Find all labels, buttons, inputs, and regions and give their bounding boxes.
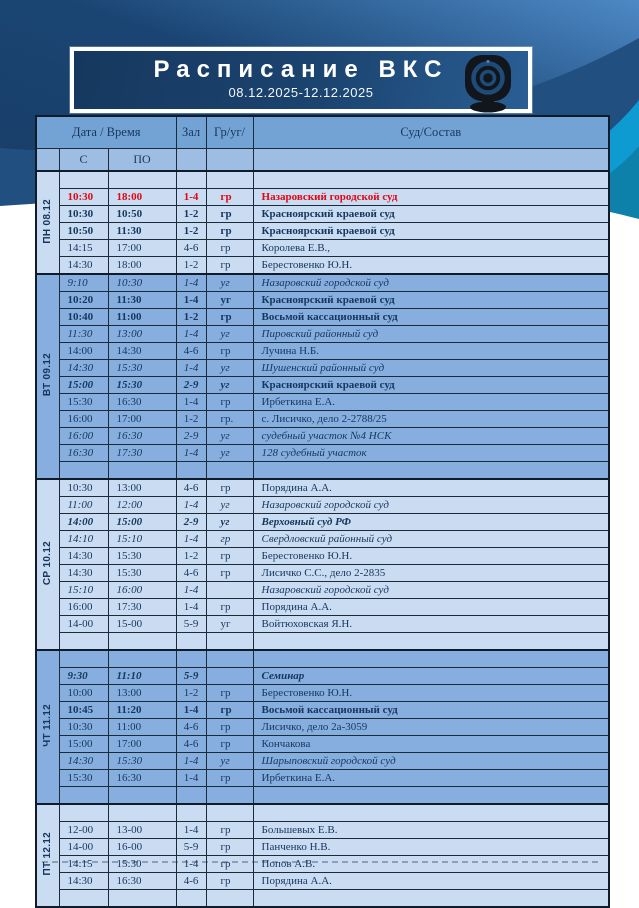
schedule-row: [36, 839, 609, 856]
schedule-row: [36, 257, 609, 275]
court-cell: Назаровский городской суд: [253, 274, 609, 292]
schedule-row: [36, 394, 609, 411]
hall-cell: [176, 633, 206, 651]
hall-cell: 4-6: [176, 719, 206, 736]
hall-cell: 1-4: [176, 274, 206, 292]
schedule-row: [36, 514, 609, 531]
court-cell: [253, 171, 609, 189]
to-cell: 15:30: [108, 753, 176, 770]
kind-cell: гр.: [206, 411, 253, 428]
to-cell: 13-00: [108, 822, 176, 839]
to-cell: 17:00: [108, 240, 176, 257]
court-cell: Ирбеткина Е.А.: [253, 394, 609, 411]
to-cell: 15:30: [108, 360, 176, 377]
from-cell: [59, 787, 108, 805]
kind-cell: уг: [206, 292, 253, 309]
from-cell: 15:30: [59, 394, 108, 411]
court-cell: Ирбеткина Е.А.: [253, 770, 609, 787]
court-cell: Порядина А.А.: [253, 479, 609, 497]
day-column-header: [36, 149, 59, 172]
kind-cell: гр: [206, 856, 253, 873]
court-cell: 128 судебный участок: [253, 445, 609, 462]
kind-cell: гр: [206, 565, 253, 582]
to-cell: [108, 650, 176, 668]
hall-cell: 1-4: [176, 531, 206, 548]
schedule-row: [36, 650, 609, 668]
kind-cell: гр: [206, 822, 253, 839]
kind-cell: уг: [206, 326, 253, 343]
schedule-row: [36, 736, 609, 753]
schedule-row: [36, 343, 609, 360]
day-label-text: ПН 08.12: [41, 198, 53, 244]
to-cell: 13:00: [108, 685, 176, 702]
kind-cell: гр: [206, 531, 253, 548]
to-cell: 15:30: [108, 548, 176, 565]
court-cell: Лисичко, дело 2а-3059: [253, 719, 609, 736]
col-header-hall: Зал: [176, 116, 206, 149]
kind-cell: гр: [206, 240, 253, 257]
from-cell: [59, 633, 108, 651]
to-cell: 13:00: [108, 479, 176, 497]
hall-cell: 1-4: [176, 582, 206, 599]
from-cell: 10:45: [59, 702, 108, 719]
to-cell: 15:30: [108, 377, 176, 394]
court-cell: Порядина А.А.: [253, 873, 609, 890]
court-cell: [253, 650, 609, 668]
hall-cell: 1-4: [176, 753, 206, 770]
kind-cell: [206, 633, 253, 651]
schedule-row: [36, 411, 609, 428]
from-cell: 11:00: [59, 497, 108, 514]
to-cell: 12:00: [108, 497, 176, 514]
kind-cell: [206, 650, 253, 668]
to-cell: [108, 890, 176, 908]
kind-cell: гр: [206, 873, 253, 890]
schedule-row: [36, 822, 609, 839]
schedule-row: [36, 719, 609, 736]
schedule-row: [36, 274, 609, 292]
hall-cell: [176, 890, 206, 908]
from-cell: 11:30: [59, 326, 108, 343]
from-cell: 14:15: [59, 240, 108, 257]
to-cell: 11:20: [108, 702, 176, 719]
hall-cell: 1-4: [176, 394, 206, 411]
court-cell: [253, 787, 609, 805]
day-label: [36, 479, 59, 650]
col-header-court-spacer: [253, 149, 609, 172]
to-cell: 13:00: [108, 326, 176, 343]
kind-cell: уг: [206, 445, 253, 462]
kind-cell: уг: [206, 514, 253, 531]
header-row-1: [36, 116, 609, 149]
col-header-date-time: Дата / Время: [36, 116, 176, 149]
schedule-row: [36, 770, 609, 787]
schedule-row: [36, 787, 609, 805]
from-cell: 14:30: [59, 548, 108, 565]
court-cell: Панченко Н.В.: [253, 839, 609, 856]
from-cell: 14:30: [59, 873, 108, 890]
court-cell: Восьмой кассационный суд: [253, 309, 609, 326]
to-cell: 15:00: [108, 514, 176, 531]
from-cell: 15:00: [59, 736, 108, 753]
from-cell: 10:50: [59, 223, 108, 240]
to-cell: 11:30: [108, 223, 176, 240]
court-cell: Шушенский районный суд: [253, 360, 609, 377]
col-header-hall-spacer: [176, 149, 206, 172]
to-cell: 17:30: [108, 445, 176, 462]
court-cell: Шарыповский городской суд: [253, 753, 609, 770]
day-label-text: СР 10.12: [41, 540, 53, 586]
from-cell: 14-00: [59, 839, 108, 856]
hall-cell: 1-2: [176, 206, 206, 223]
court-cell: [253, 462, 609, 480]
from-cell: 14:30: [59, 753, 108, 770]
kind-cell: гр: [206, 206, 253, 223]
from-cell: 15:00: [59, 377, 108, 394]
hall-cell: 1-4: [176, 822, 206, 839]
page-title: Расписание ВКС: [153, 56, 449, 83]
from-cell: 14:30: [59, 360, 108, 377]
kind-cell: уг: [206, 274, 253, 292]
schedule-row: [36, 531, 609, 548]
schedule-row: [36, 856, 609, 873]
header-row-2: [36, 149, 609, 172]
schedule-row: [36, 582, 609, 599]
from-cell: 16:00: [59, 411, 108, 428]
kind-cell: [206, 462, 253, 480]
to-cell: 17:00: [108, 736, 176, 753]
from-cell: 16:00: [59, 599, 108, 616]
hall-cell: 5-9: [176, 616, 206, 633]
table-shadow: [42, 861, 598, 863]
from-cell: 10:20: [59, 292, 108, 309]
kind-cell: гр: [206, 548, 253, 565]
col-header-kind-spacer: [206, 149, 253, 172]
from-cell: 14:30: [59, 257, 108, 275]
schedule-row: [36, 548, 609, 565]
court-cell: Берестовенко Ю.Н.: [253, 685, 609, 702]
to-cell: 17:30: [108, 599, 176, 616]
from-cell: 14-00: [59, 616, 108, 633]
day-label: [36, 274, 59, 479]
hall-cell: 1-4: [176, 189, 206, 206]
court-cell: Верховный суд РФ: [253, 514, 609, 531]
schedule-row: [36, 309, 609, 326]
hall-cell: 1-4: [176, 360, 206, 377]
court-cell: Назаровский городской суд: [253, 582, 609, 599]
court-cell: Берестовенко Ю.Н.: [253, 257, 609, 275]
from-cell: 10:00: [59, 685, 108, 702]
from-cell: [59, 462, 108, 480]
kind-cell: уг: [206, 360, 253, 377]
to-cell: 16:30: [108, 873, 176, 890]
court-cell: Пировский районный суд: [253, 326, 609, 343]
hall-cell: [176, 462, 206, 480]
to-cell: 16:00: [108, 582, 176, 599]
court-cell: Семинар: [253, 668, 609, 685]
schedule-row: [36, 685, 609, 702]
schedule-row: [36, 599, 609, 616]
schedule-row: [36, 360, 609, 377]
schedule-row: [36, 565, 609, 582]
title-box: [70, 47, 532, 113]
schedule-row: [36, 240, 609, 257]
schedule-row: [36, 497, 609, 514]
from-cell: 16:30: [59, 445, 108, 462]
webcam-icon: [460, 53, 516, 113]
from-cell: 10:30: [59, 189, 108, 206]
from-cell: 9:10: [59, 274, 108, 292]
kind-cell: [206, 787, 253, 805]
schedule-row: [36, 223, 609, 240]
hall-cell: 4-6: [176, 565, 206, 582]
kind-cell: гр: [206, 189, 253, 206]
court-cell: [253, 633, 609, 651]
court-cell: Восьмой кассационный суд: [253, 702, 609, 719]
hall-cell: [176, 787, 206, 805]
schedule-row: [36, 445, 609, 462]
court-cell: Берестовенко Ю.Н.: [253, 548, 609, 565]
hall-cell: 4-6: [176, 343, 206, 360]
hall-cell: 1-2: [176, 309, 206, 326]
hall-cell: 5-9: [176, 839, 206, 856]
kind-cell: уг: [206, 497, 253, 514]
to-cell: 11:00: [108, 719, 176, 736]
from-cell: 10:30: [59, 479, 108, 497]
kind-cell: гр: [206, 702, 253, 719]
kind-cell: гр: [206, 343, 253, 360]
from-cell: 14:00: [59, 514, 108, 531]
court-cell: судебный участок №4 НСК: [253, 428, 609, 445]
day-block-2: [36, 479, 609, 650]
to-cell: 16:30: [108, 770, 176, 787]
hall-cell: 1-4: [176, 445, 206, 462]
court-cell: [253, 804, 609, 822]
to-cell: 16:30: [108, 394, 176, 411]
court-cell: Красноярский краевой суд: [253, 292, 609, 309]
hall-cell: 2-9: [176, 514, 206, 531]
kind-cell: гр: [206, 719, 253, 736]
hall-cell: 2-9: [176, 428, 206, 445]
to-cell: 18:00: [108, 257, 176, 275]
to-cell: 11:30: [108, 292, 176, 309]
hall-cell: [176, 650, 206, 668]
from-cell: [59, 171, 108, 189]
to-cell: 15-00: [108, 616, 176, 633]
hall-cell: 1-2: [176, 411, 206, 428]
to-cell: 15:30: [108, 856, 176, 873]
col-header-kind: Гр/уг/: [206, 116, 253, 149]
to-cell: [108, 804, 176, 822]
court-cell: Красноярский краевой суд: [253, 206, 609, 223]
schedule-row: [36, 462, 609, 480]
schedule-row: [36, 702, 609, 719]
schedule-row: [36, 890, 609, 908]
kind-cell: уг: [206, 616, 253, 633]
kind-cell: гр: [206, 599, 253, 616]
from-cell: 10:40: [59, 309, 108, 326]
from-cell: 14:00: [59, 343, 108, 360]
to-cell: [108, 171, 176, 189]
hall-cell: 4-6: [176, 479, 206, 497]
hall-cell: 1-4: [176, 292, 206, 309]
court-cell: [253, 890, 609, 908]
to-cell: 15:30: [108, 565, 176, 582]
schedule-row: [36, 616, 609, 633]
col-header-court: Суд/Состав: [253, 116, 609, 149]
from-cell: [59, 650, 108, 668]
to-cell: [108, 787, 176, 805]
kind-cell: гр: [206, 839, 253, 856]
schedule-table: [35, 115, 610, 908]
to-cell: 10:50: [108, 206, 176, 223]
court-cell: Порядина А.А.: [253, 599, 609, 616]
schedule-row: [36, 804, 609, 822]
kind-cell: уг: [206, 377, 253, 394]
to-cell: [108, 462, 176, 480]
kind-cell: гр: [206, 309, 253, 326]
court-cell: Большевых Е.В.: [253, 822, 609, 839]
hall-cell: 1-4: [176, 326, 206, 343]
hall-cell: 1-2: [176, 257, 206, 275]
from-cell: 12-00: [59, 822, 108, 839]
court-cell: с. Лисичко, дело 2-2788/25: [253, 411, 609, 428]
day-label-text: ЧТ 11.12: [41, 704, 53, 747]
hall-cell: 1-2: [176, 548, 206, 565]
hall-cell: 1-4: [176, 702, 206, 719]
schedule-row: [36, 377, 609, 394]
to-cell: 10:30: [108, 274, 176, 292]
to-cell: 14:30: [108, 343, 176, 360]
court-cell: Назаровский городской суд: [253, 497, 609, 514]
day-label: [36, 804, 59, 907]
hall-cell: 2-9: [176, 377, 206, 394]
from-cell: 10:30: [59, 719, 108, 736]
kind-cell: [206, 668, 253, 685]
to-cell: [108, 633, 176, 651]
schedule-row: [36, 326, 609, 343]
day-label: [36, 171, 59, 274]
kind-cell: гр: [206, 223, 253, 240]
to-cell: 18:00: [108, 189, 176, 206]
schedule-row: [36, 479, 609, 497]
hall-cell: 1-4: [176, 856, 206, 873]
to-cell: 11:10: [108, 668, 176, 685]
court-cell: Королева Е.В.,: [253, 240, 609, 257]
kind-cell: гр: [206, 479, 253, 497]
from-cell: 15:30: [59, 770, 108, 787]
schedule-row: [36, 668, 609, 685]
court-cell: Лучина Н.Б.: [253, 343, 609, 360]
schedule-row: [36, 633, 609, 651]
to-cell: 16:30: [108, 428, 176, 445]
day-label-text: ВТ 09.12: [41, 353, 53, 397]
from-cell: 10:30: [59, 206, 108, 223]
kind-cell: [206, 804, 253, 822]
from-cell: 16:00: [59, 428, 108, 445]
kind-cell: [206, 582, 253, 599]
kind-cell: гр: [206, 770, 253, 787]
hall-cell: 1-4: [176, 770, 206, 787]
court-cell: Лисичко С.С., дело 2-2835: [253, 565, 609, 582]
hall-cell: 5-9: [176, 668, 206, 685]
kind-cell: уг: [206, 753, 253, 770]
schedule-header: [36, 116, 609, 171]
hall-cell: 1-2: [176, 685, 206, 702]
hall-cell: [176, 171, 206, 189]
to-cell: 15:10: [108, 531, 176, 548]
court-cell: Красноярский краевой суд: [253, 377, 609, 394]
to-cell: 17:00: [108, 411, 176, 428]
from-cell: 14:10: [59, 531, 108, 548]
court-cell: Красноярский краевой суд: [253, 223, 609, 240]
day-label: [36, 650, 59, 804]
schedule-row: [36, 206, 609, 223]
to-cell: 16-00: [108, 839, 176, 856]
from-cell: [59, 804, 108, 822]
schedule-row: [36, 873, 609, 890]
kind-cell: уг: [206, 428, 253, 445]
from-cell: 14:30: [59, 565, 108, 582]
kind-cell: гр: [206, 257, 253, 275]
kind-cell: гр: [206, 685, 253, 702]
day-block-3: [36, 650, 609, 804]
col-header-from: С: [59, 149, 108, 172]
schedule-row: [36, 189, 609, 206]
kind-cell: гр: [206, 394, 253, 411]
hall-cell: 4-6: [176, 873, 206, 890]
schedule-row: [36, 428, 609, 445]
court-cell: Назаровский городской суд: [253, 189, 609, 206]
from-cell: 15:10: [59, 582, 108, 599]
court-cell: Кончакова: [253, 736, 609, 753]
court-cell: Попов А.В.: [253, 856, 609, 873]
kind-cell: [206, 171, 253, 189]
day-block-1: [36, 274, 609, 479]
from-cell: 9:30: [59, 668, 108, 685]
kind-cell: [206, 890, 253, 908]
date-range: 08.12.2025-12.12.2025: [228, 85, 374, 100]
hall-cell: 1-4: [176, 497, 206, 514]
hall-cell: 1-4: [176, 599, 206, 616]
court-cell: Свердловский районный суд: [253, 531, 609, 548]
schedule-row: [36, 753, 609, 770]
from-cell: 14:15: [59, 856, 108, 873]
day-label-text: ПТ 12.12: [41, 832, 53, 876]
to-cell: 11:00: [108, 309, 176, 326]
day-block-4: [36, 804, 609, 907]
hall-cell: 4-6: [176, 240, 206, 257]
hall-cell: 1-2: [176, 223, 206, 240]
court-cell: Войтюховская Я.Н.: [253, 616, 609, 633]
schedule-row: [36, 292, 609, 309]
day-block-0: [36, 171, 609, 274]
schedule-row: [36, 171, 609, 189]
col-header-to: ПО: [108, 149, 176, 172]
from-cell: [59, 890, 108, 908]
kind-cell: гр: [206, 736, 253, 753]
hall-cell: 4-6: [176, 736, 206, 753]
hall-cell: [176, 804, 206, 822]
